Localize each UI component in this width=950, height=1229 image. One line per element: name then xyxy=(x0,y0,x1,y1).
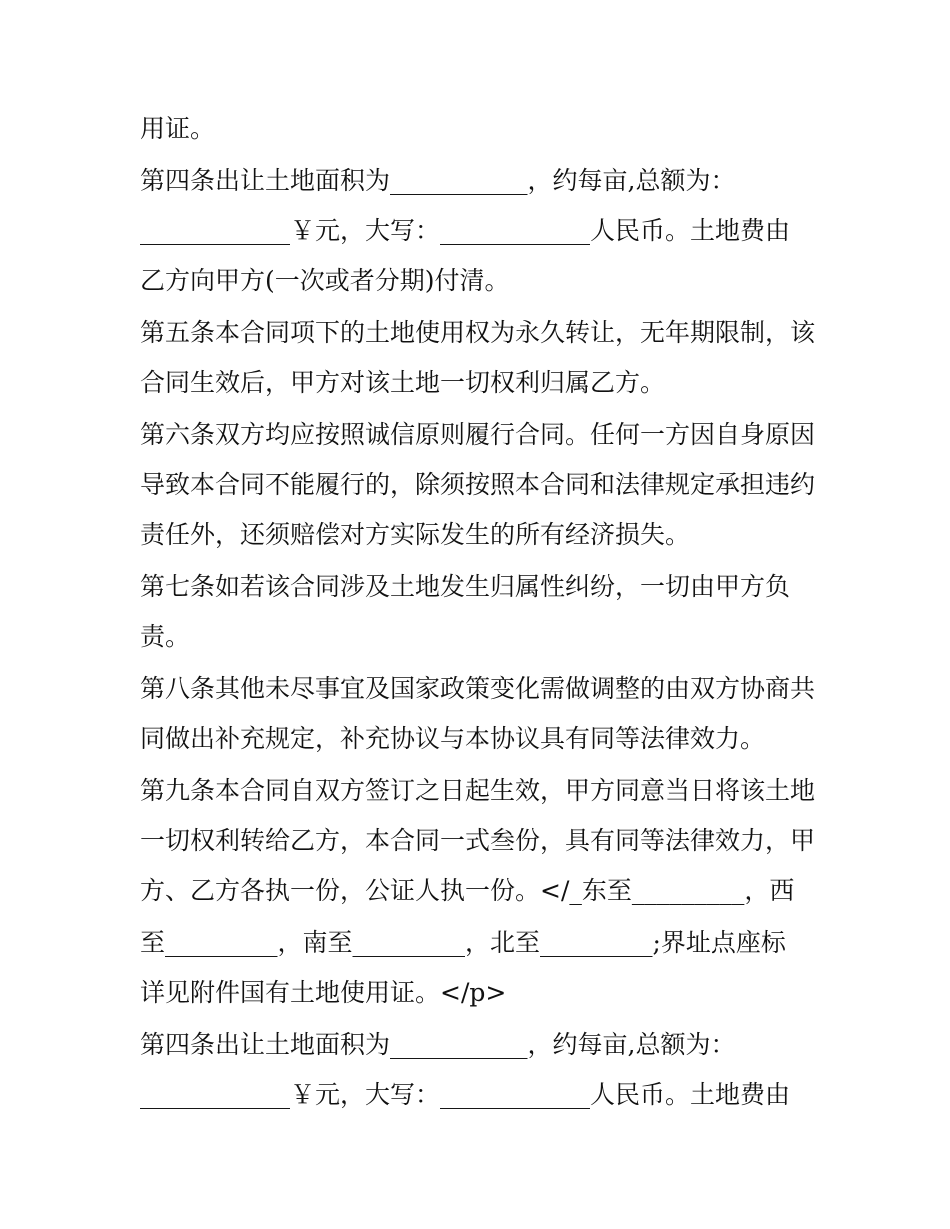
text-line: 同做出补充规定，补充协议与本协议具有同等法律效力。 xyxy=(140,724,766,753)
text-line: 乙方向甲方(一次或者分期)付清。 xyxy=(140,266,510,295)
text-line: 第八条其他未尽事宜及国家政策变化需做调整的由双方协商共 xyxy=(140,674,816,703)
text-line: 一切权利转给乙方，本合同一式叁份，具有同等法律效力，甲 xyxy=(140,826,816,855)
text-line: ____________￥元，大写：____________人民币。土地费由 xyxy=(140,216,791,245)
text-line: 导致本合同不能履行的，除须按照本合同和法律规定承担违约 xyxy=(140,470,816,499)
text-line: 责。 xyxy=(140,622,191,651)
text-line: 至_________，南至_________，北至_________;界址点座标 xyxy=(140,928,786,957)
text-line: 详见附件国有土地使用证。</p> xyxy=(140,978,507,1007)
text-line: 第四条出让土地面积为___________，约每亩,总额为： xyxy=(140,166,736,195)
text-line: 第五条本合同项下的土地使用权为永久转让，无年期限制，该 xyxy=(140,318,816,347)
text-line: 第九条本合同自双方签订之日起生效，甲方同意当日将该土地 xyxy=(140,776,816,805)
text-line: 第七条如若该合同涉及土地发生归属性纠纷，一切由甲方负 xyxy=(140,572,791,601)
text-line: ____________￥元，大写：____________人民币。土地费由 xyxy=(140,1080,791,1109)
text-line: 方、乙方各执一份，公证人执一份。</_东至_________，西 xyxy=(140,876,795,905)
text-line: 合同生效后，甲方对该土地一切权利归属乙方。 xyxy=(140,368,666,397)
text-line: 用证。 xyxy=(140,114,216,143)
text-line: 第四条出让土地面积为___________，约每亩,总额为： xyxy=(140,1030,736,1059)
text-line: 第六条双方均应按照诚信原则履行合同。任何一方因自身原因 xyxy=(140,420,816,449)
text-line: 责任外，还须赔偿对方实际发生的所有经济损失。 xyxy=(140,520,691,549)
